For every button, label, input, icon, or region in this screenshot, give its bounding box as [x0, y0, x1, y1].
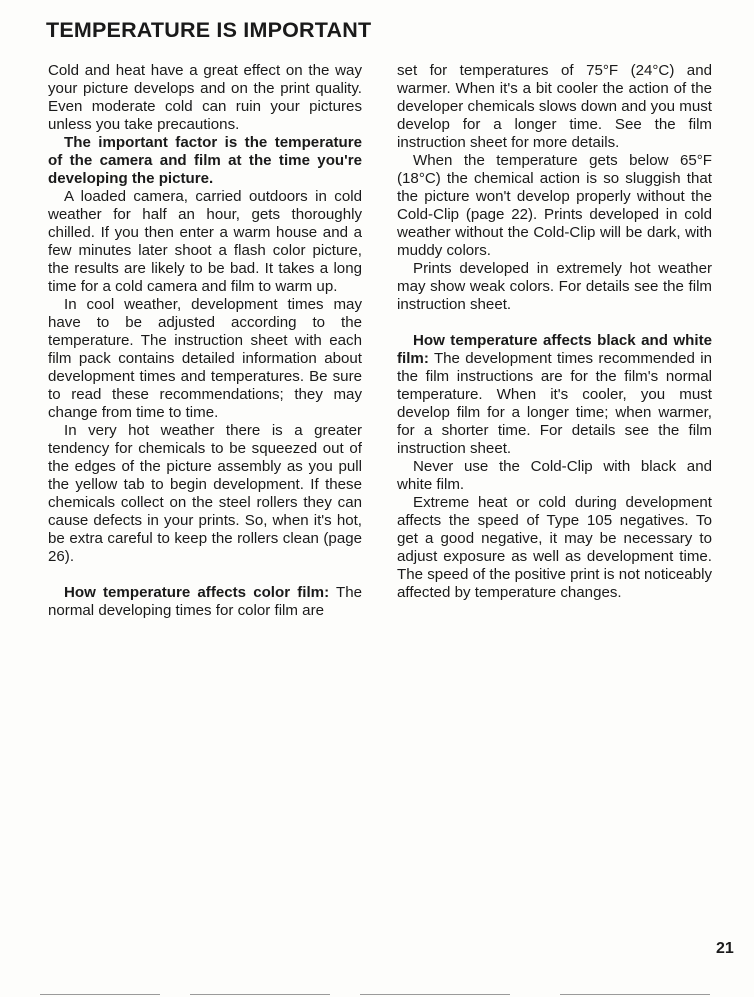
right-paragraph-extreme-heat: Extreme heat or cold during development affects the speed of Type 105 negatives. To get a good negative, it may be necessary to adjust exposure as well as development time. The speed of the positive print is not noticeably affected by temperature changes.	[397, 494, 712, 601]
scan-edge-mark	[360, 994, 510, 995]
left-paragraph-color-film	[48, 584, 362, 620]
page-title: TEMPERATURE IS IMPORTANT	[46, 18, 372, 42]
scan-edge-mark	[560, 994, 710, 995]
page-number: 21	[716, 940, 734, 957]
right-paragraph-below-65: When the temperature gets below 65°F (18°C) the chemical action is so sluggish that the picture won't develop properly without the Cold-Clip (page 22). Prints developed in cold weather without the Cold-Clip will be dark, with muddy colors.	[397, 152, 712, 259]
bw-film-heading: How temperature affects black and white film:	[397, 332, 712, 367]
right-paragraph-continued: set for temperatures of 75°F (24°C) and warmer. When it's a bit cooler the action of the developer chemicals slows down and you must develop for a longer time. See the film instruction sheet for more details.	[397, 62, 712, 151]
scan-edge-mark	[190, 994, 330, 995]
left-paragraph-intro: Cold and heat have a great effect on the way your picture develops and on the print quality. Even moderate cold can ruin your pictures unless you take precautions.	[48, 62, 362, 133]
bw-film-text: The development times recommended in the film instructions are for the film's normal temperature. When it's cooler, you must develop film for a longer time; when warmer, for a shorter time. For details see the film instruction sheet.	[397, 350, 712, 457]
scan-edge-mark	[40, 994, 160, 995]
left-paragraph-important-factor	[48, 134, 362, 188]
right-paragraph-bw-film	[397, 332, 712, 458]
important-factor-bold-text: The important factor is the temperature of the camera and film at the time you're developing the picture.	[48, 134, 362, 187]
left-paragraph-loaded-camera: A loaded camera, carried outdoors in cold weather for half an hour, gets thoroughly chilled. If you then enter a warm house and a few minutes later shoot a flash color picture, the results are likely to be bad. It takes a long time for a cold camera and film to warm up.	[48, 188, 362, 295]
color-film-text: The normal developing times for color film are	[48, 584, 362, 619]
right-paragraph-cold-clip: Never use the Cold-Clip with black and white film.	[397, 458, 712, 493]
right-column	[397, 62, 712, 602]
left-column	[48, 62, 362, 620]
left-paragraph-cool-weather: In cool weather, development times may have to be adjusted according to the temperature. The instruction sheet with each film pack contains detailed information about development times and temperatures. Be sure to read these recommendations; they may change from time to time.	[48, 296, 362, 421]
color-film-heading: How temperature affects color film:	[64, 584, 330, 601]
left-paragraph-hot-weather: In very hot weather there is a greater tendency for chemicals to be squeezed out of the edges of the picture assembly as you pull the yellow tab to begin development. If these chemicals collect on the steel rollers they can cause defects in your prints. So, when it's hot, be extra careful to keep the rollers clean (page 26).	[48, 422, 362, 565]
right-paragraph-extremely-hot: Prints developed in extremely hot weather may show weak colors. For details see the film instruction sheet.	[397, 260, 712, 313]
